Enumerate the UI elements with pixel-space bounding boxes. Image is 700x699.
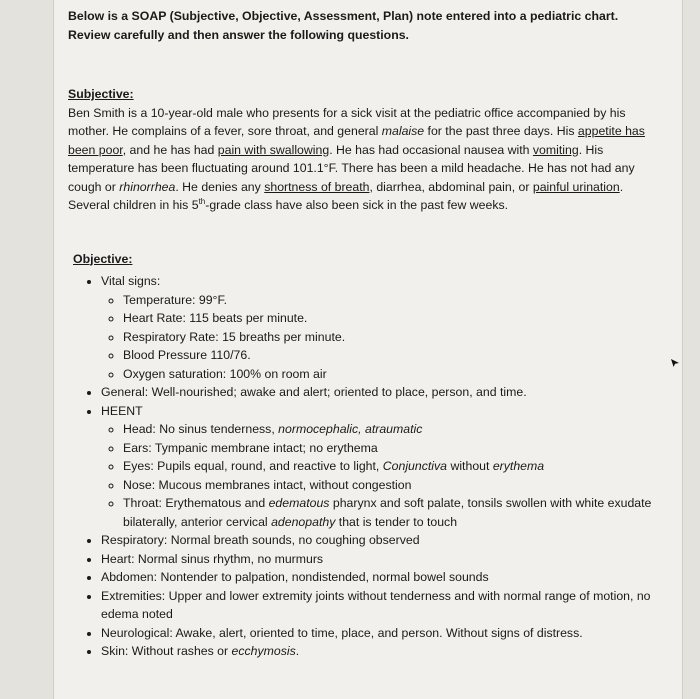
heent-item-nose: ◦ Nose: Mucous membranes intact, without congestion [123, 476, 658, 495]
vital-item: ◦ Oxygen saturation: 100% on room air [123, 365, 658, 384]
text-run: Head: No sinus tenderness, [123, 422, 279, 436]
superscript-th: th [198, 196, 206, 206]
list-item [101, 402, 658, 532]
mouse-cursor-icon [670, 358, 680, 368]
vitals-list [101, 291, 658, 384]
text-run: . He denies any [175, 179, 265, 194]
text-run: , diarrhea, abdominal pain, or [369, 179, 533, 194]
text-run: pharynx and soft palate, tonsils swollen with white exudate bilaterally, anterior cervical [123, 496, 652, 529]
subjective-paragraph [68, 104, 658, 215]
term-italic: adenopathy [271, 514, 336, 529]
list-item-heart: • Heart: Normal sinus rhythm, no murmurs [101, 550, 658, 569]
text-run: Ben Smith is a 10-year-old male who presents for a sick visit at the pediatric office accompanied by his mother. He complains of a fever, sore throat, and general [68, 105, 626, 138]
heent-item-eyes [123, 457, 658, 476]
text-run: , and he has had [122, 142, 218, 157]
text-run: -grade class have also been sick in the past few weeks. [205, 198, 509, 212]
list-item-general: • General: Well-nourished; awake and alert; oriented to place, person, and time. [101, 383, 658, 402]
text-run: . He has had occasional nausea with [329, 142, 533, 157]
text-run: . [295, 644, 300, 658]
underlined-shortness-of-breath: shortness of breath [264, 179, 370, 194]
term-italic: edematous [268, 496, 330, 510]
term-italic: ecchymosis [231, 644, 296, 658]
term-malaise: malaise [381, 124, 425, 138]
term-rhinorrhea: rhinorrhea [119, 179, 176, 194]
text-run: for the past three days. His [424, 124, 578, 138]
text-run: Skin: Without rashes or [101, 644, 232, 658]
objective-list [73, 272, 658, 661]
term-italic: normocephalic, atraumatic [278, 422, 423, 436]
text-run: . His temperature has been fluctuating around 101.1°F. There has been a mild headache. He has not had any cough or [68, 142, 635, 194]
intro-text: Below is a SOAP (Subjective, Objective, Assessment, Plan) note entered into a pediatric chart. Review carefully and then answer the following questions. [68, 9, 619, 42]
list-item-neurological: • Neurological: Awake, alert, oriented to time, place, and person. Without signs of distress. [101, 624, 658, 643]
vital-item: ◦ Blood Pressure 110/76. [123, 346, 658, 365]
list-item [101, 272, 658, 383]
heent-list [101, 420, 658, 531]
term-italic: Conjunctiva [382, 459, 448, 473]
heent-label: HEENT [101, 403, 143, 418]
text-run: that is tender to touch [335, 514, 458, 529]
underlined-vomiting: vomiting [532, 142, 579, 157]
list-item-extremities: • Extremities: Upper and lower extremity joints without tenderness and with normal range of motion, no edema noted [101, 587, 658, 624]
subjective-heading: Subjective: [68, 87, 134, 101]
subjective-section [68, 85, 658, 215]
vital-item: ◦ Heart Rate: 115 beats per minute. [123, 309, 658, 328]
underlined-painful-urination: painful urination [532, 179, 620, 194]
heent-item-head [123, 420, 658, 439]
vital-item: ◦ Respiratory Rate: 15 breaths per minute. [123, 328, 658, 347]
text-run: Throat: Erythematous and [123, 496, 269, 510]
text-run: Eyes: Pupils equal, round, and reactive to light, [123, 459, 383, 473]
list-item-respiratory: • Respiratory: Normal breath sounds, no coughing observed [101, 531, 658, 550]
text-run: without [447, 459, 493, 473]
vital-item: ◦ Temperature: 99°F. [123, 291, 658, 310]
document-content [68, 7, 658, 661]
list-item-skin [101, 642, 658, 661]
text-run: . Several children in his 5 [68, 179, 624, 212]
term-italic: erythema [492, 459, 545, 473]
objective-section [68, 250, 658, 661]
vitals-label: Vital signs: [101, 274, 161, 288]
objective-heading: Objective: [73, 251, 133, 266]
document-page [53, 0, 683, 699]
heent-item-ears: ◦ Ears: Tympanic membrane intact; no erythema [123, 439, 658, 458]
underlined-swallowing: pain with swallowing [217, 142, 330, 157]
list-item-abdomen: • Abdomen: Nontender to palpation, nondistended, normal bowel sounds [101, 568, 658, 587]
underlined-appetite: appetite has been poor [68, 124, 645, 157]
heent-item-throat [123, 494, 658, 531]
